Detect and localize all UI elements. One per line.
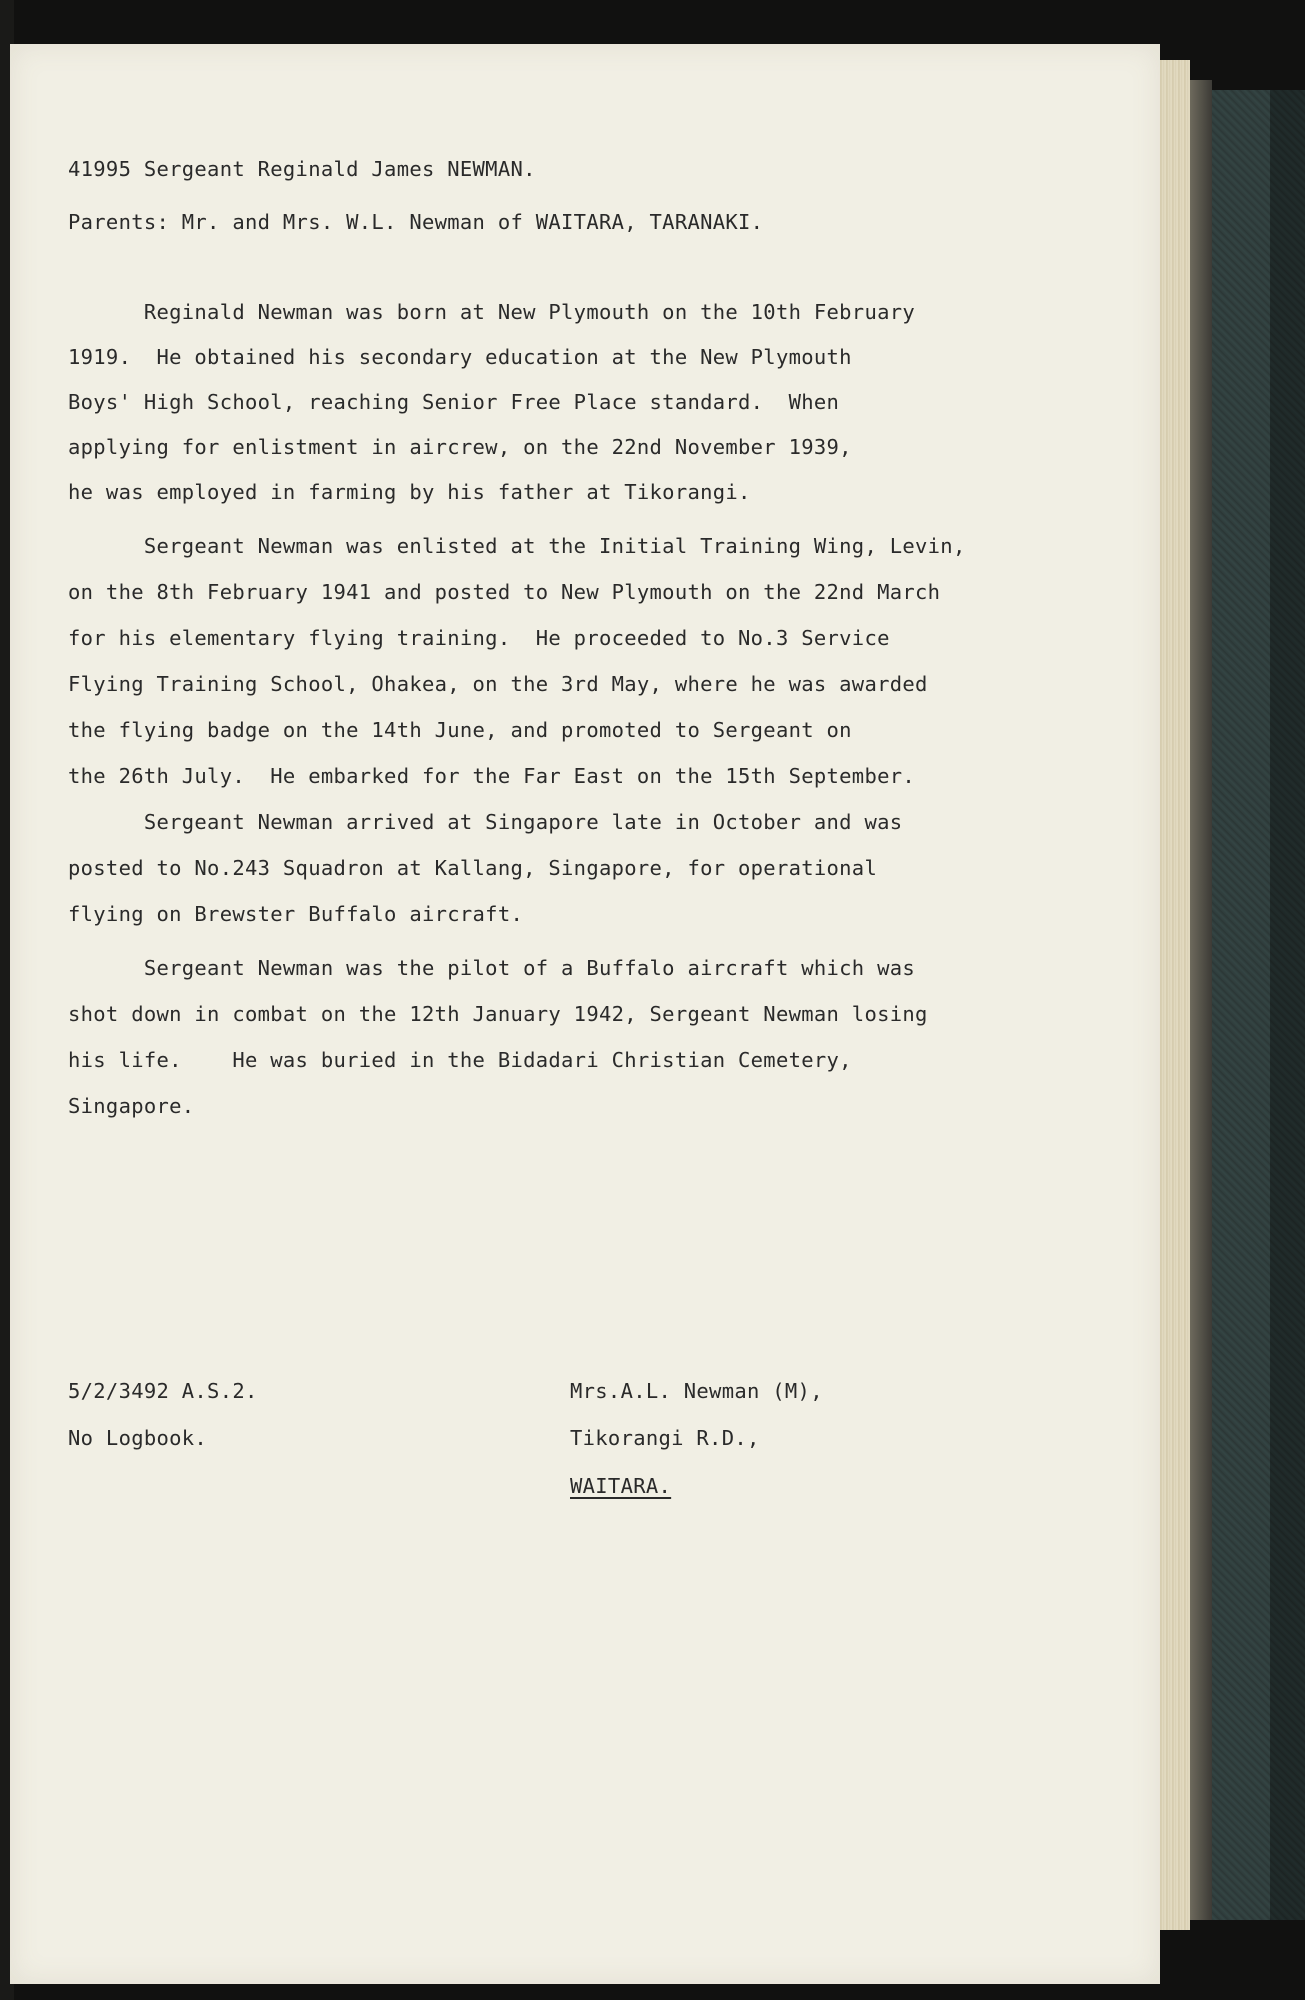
body-line: Sergeant Newman was the pilot of a Buffalo aircraft which was — [68, 956, 916, 980]
body-line: Sergeant Newman was enlisted at the Initial Training Wing, Levin, — [68, 534, 966, 558]
typed-document — [10, 44, 1160, 1984]
document-page — [10, 44, 1160, 1984]
next-of-kin-address: Tikorangi R.D., — [570, 1426, 760, 1450]
body-line: posted to No.243 Squadron at Kallang, Singapore, for operational — [68, 856, 878, 880]
body-line: for his elementary flying training. He proceeded to No.3 Service — [68, 626, 890, 650]
next-of-kin-name: Mrs.A.L. Newman (M), — [570, 1379, 823, 1403]
body-line: applying for enlistment in aircrew, on the 22nd November 1939, — [68, 435, 852, 459]
body-line: on the 8th February 1941 and posted to New Plymouth on the 22nd March — [68, 580, 941, 604]
logbook-note: No Logbook. — [68, 1426, 208, 1450]
file-reference: 5/2/3492 A.S.2. — [68, 1379, 258, 1403]
next-of-kin-town: WAITARA. — [570, 1474, 672, 1498]
header-service-line: 41995 Sergeant Reginald James NEWMAN. — [68, 157, 536, 181]
body-line: he was employed in farming by his father at Tikorangi. — [68, 480, 751, 504]
body-line: shot down in combat on the 12th January 1942, Sergeant Newman losing — [68, 1002, 928, 1026]
body-line: the flying badge on the 14th June, and promoted to Sergeant on — [68, 718, 852, 742]
body-line: his life. He was buried in the Bidadari Christian Cemetery, — [68, 1048, 852, 1072]
body-line: Singapore. — [68, 1094, 195, 1118]
body-line: 1919. He obtained his secondary education at the New Plymouth — [68, 345, 852, 369]
book-cover-shade — [1270, 90, 1305, 1920]
body-line: Boys' High School, reaching Senior Free Place standard. When — [68, 390, 840, 414]
body-line: Reginald Newman was born at New Plymouth on the 10th February — [68, 300, 916, 324]
body-line: Sergeant Newman arrived at Singapore late in October and was — [68, 810, 903, 834]
book-spine-shadow — [1190, 80, 1212, 1920]
header-parents-line: Parents: Mr. and Mrs. W.L. Newman of WAITARA, TARANAKI. — [68, 210, 764, 234]
body-line: the 26th July. He embarked for the Far East on the 15th September. — [68, 764, 916, 788]
body-line: Flying Training School, Ohakea, on the 3rd May, where he was awarded — [68, 672, 928, 696]
body-line: flying on Brewster Buffalo aircraft. — [68, 902, 524, 926]
